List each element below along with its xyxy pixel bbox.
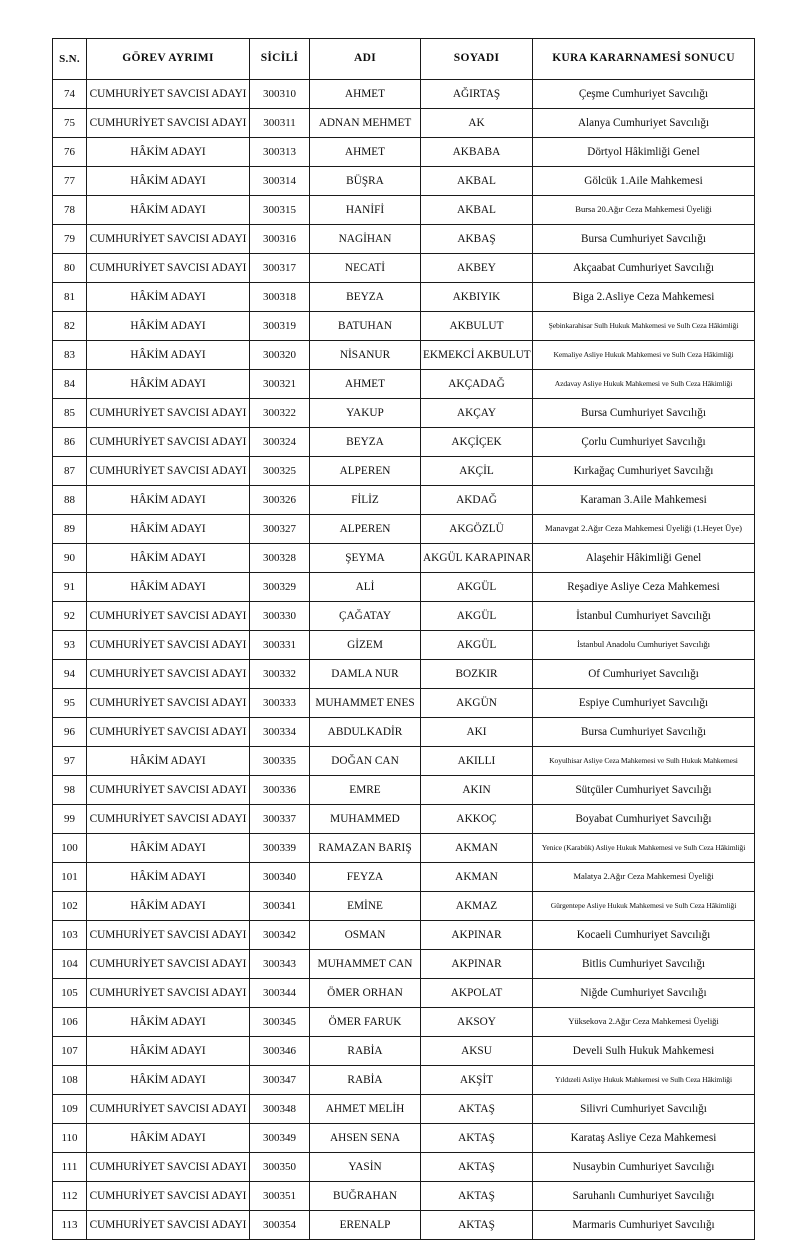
cell-adi: OSMAN	[310, 921, 421, 950]
column-header-sicil: SİCİLİ	[250, 39, 310, 80]
cell-sicil: 300341	[250, 892, 310, 921]
cell-sn: 101	[53, 863, 87, 892]
cell-adi: BUĞRAHAN	[310, 1182, 421, 1211]
table-row	[53, 834, 755, 863]
table-row	[53, 602, 755, 631]
column-header-gorev: GÖREV AYRIMI	[87, 39, 250, 80]
cell-adi: ERENALP	[310, 1211, 421, 1240]
cell-sn: 76	[53, 138, 87, 167]
cell-kura: Çeşme Cumhuriyet Savcılığı	[533, 80, 755, 109]
cell-adi: ŞEYMA	[310, 544, 421, 573]
cell-gorev: CUMHURİYET SAVCISI ADAYI	[87, 254, 250, 283]
cell-sicil: 300344	[250, 979, 310, 1008]
cell-sn: 110	[53, 1124, 87, 1153]
cell-gorev: HÂKİM ADAYI	[87, 1037, 250, 1066]
table-header-row	[53, 39, 755, 80]
cell-kura: Yıldızeli Asliye Hukuk Mahkemesi ve Sulh Ceza Hâkimliği	[533, 1066, 755, 1095]
cell-gorev: HÂKİM ADAYI	[87, 892, 250, 921]
cell-kura: Gürgentepe Asliye Hukuk Mahkemesi ve Sulh Ceza Hâkimliği	[533, 892, 755, 921]
cell-sn: 90	[53, 544, 87, 573]
table-row	[53, 254, 755, 283]
cell-soyadi: AK	[421, 109, 533, 138]
cell-sicil: 300320	[250, 341, 310, 370]
cell-sicil: 300311	[250, 109, 310, 138]
table-row	[53, 167, 755, 196]
cell-gorev: HÂKİM ADAYI	[87, 138, 250, 167]
cell-kura: Karataş Asliye Ceza Mahkemesi	[533, 1124, 755, 1153]
cell-sicil: 300340	[250, 863, 310, 892]
cell-sicil: 300328	[250, 544, 310, 573]
cell-gorev: HÂKİM ADAYI	[87, 1066, 250, 1095]
cell-soyadi: AKŞİT	[421, 1066, 533, 1095]
cell-kura: Şebinkarahisar Sulh Hukuk Mahkemesi ve Sulh Ceza Hâkimliği	[533, 312, 755, 341]
cell-gorev: CUMHURİYET SAVCISI ADAYI	[87, 805, 250, 834]
cell-kura: Koyulhisar Asliye Ceza Mahkemesi ve Sulh Hukuk Mahkemesi	[533, 747, 755, 776]
cell-soyadi: AKBEY	[421, 254, 533, 283]
cell-gorev: HÂKİM ADAYI	[87, 196, 250, 225]
table-row	[53, 1182, 755, 1211]
cell-kura: Bitlis Cumhuriyet Savcılığı	[533, 950, 755, 979]
cell-kura: Karaman 3.Aile Mahkemesi	[533, 486, 755, 515]
cell-adi: FEYZA	[310, 863, 421, 892]
table-header	[53, 39, 755, 80]
table-row	[53, 544, 755, 573]
cell-kura: Malatya 2.Ağır Ceza Mahkemesi Üyeliği	[533, 863, 755, 892]
cell-gorev: CUMHURİYET SAVCISI ADAYI	[87, 660, 250, 689]
cell-sn: 102	[53, 892, 87, 921]
cell-kura: Silivri Cumhuriyet Savcılığı	[533, 1095, 755, 1124]
cell-sicil: 300347	[250, 1066, 310, 1095]
cell-kura: Bursa Cumhuriyet Savcılığı	[533, 718, 755, 747]
cell-soyadi: BOZKIR	[421, 660, 533, 689]
cell-soyadi: AKGÜN	[421, 689, 533, 718]
cell-gorev: CUMHURİYET SAVCISI ADAYI	[87, 80, 250, 109]
cell-kura: Akçaabat Cumhuriyet Savcılığı	[533, 254, 755, 283]
cell-adi: NİSANUR	[310, 341, 421, 370]
cell-kura: Reşadiye Asliye Ceza Mahkemesi	[533, 573, 755, 602]
cell-sn: 98	[53, 776, 87, 805]
cell-soyadi: AKIN	[421, 776, 533, 805]
cell-adi: RABİA	[310, 1066, 421, 1095]
cell-soyadi: AKBIYIK	[421, 283, 533, 312]
cell-sicil: 300348	[250, 1095, 310, 1124]
cell-kura: Gölcük 1.Aile Mahkemesi	[533, 167, 755, 196]
table-row	[53, 1037, 755, 1066]
cell-sn: 85	[53, 399, 87, 428]
cell-sicil: 300350	[250, 1153, 310, 1182]
cell-kura: Biga 2.Asliye Ceza Mahkemesi	[533, 283, 755, 312]
table-row	[53, 660, 755, 689]
column-header-adi: ADI	[310, 39, 421, 80]
cell-sn: 111	[53, 1153, 87, 1182]
cell-soyadi: AKMAN	[421, 863, 533, 892]
cell-kura: Kocaeli Cumhuriyet Savcılığı	[533, 921, 755, 950]
cell-sn: 80	[53, 254, 87, 283]
cell-adi: EMİNE	[310, 892, 421, 921]
cell-kura: Marmaris Cumhuriyet Savcılığı	[533, 1211, 755, 1240]
cell-kura: Bursa 20.Ağır Ceza Mahkemesi Üyeliği	[533, 196, 755, 225]
table-row	[53, 718, 755, 747]
cell-soyadi: AKPINAR	[421, 950, 533, 979]
cell-gorev: CUMHURİYET SAVCISI ADAYI	[87, 428, 250, 457]
table-row	[53, 312, 755, 341]
cell-gorev: HÂKİM ADAYI	[87, 573, 250, 602]
table-row	[53, 1211, 755, 1240]
cell-kura: Manavgat 2.Ağır Ceza Mahkemesi Üyeliği (1.Heyet Üye)	[533, 515, 755, 544]
cell-sicil: 300351	[250, 1182, 310, 1211]
cell-sn: 109	[53, 1095, 87, 1124]
cell-kura: Bursa Cumhuriyet Savcılığı	[533, 225, 755, 254]
cell-adi: RABİA	[310, 1037, 421, 1066]
cell-gorev: CUMHURİYET SAVCISI ADAYI	[87, 109, 250, 138]
cell-sicil: 300354	[250, 1211, 310, 1240]
cell-soyadi: AKGÖZLÜ	[421, 515, 533, 544]
column-header-soyadi: SOYADI	[421, 39, 533, 80]
cell-soyadi: AKTAŞ	[421, 1182, 533, 1211]
cell-sn: 107	[53, 1037, 87, 1066]
cell-adi: MUHAMMET CAN	[310, 950, 421, 979]
cell-gorev: CUMHURİYET SAVCISI ADAYI	[87, 979, 250, 1008]
cell-sn: 103	[53, 921, 87, 950]
cell-sn: 87	[53, 457, 87, 486]
cell-gorev: CUMHURİYET SAVCISI ADAYI	[87, 689, 250, 718]
table-row	[53, 196, 755, 225]
cell-sicil: 300321	[250, 370, 310, 399]
table-row	[53, 1066, 755, 1095]
cell-sicil: 300326	[250, 486, 310, 515]
cell-soyadi: AKTAŞ	[421, 1153, 533, 1182]
cell-adi: MUHAMMED	[310, 805, 421, 834]
cell-kura: İstanbul Cumhuriyet Savcılığı	[533, 602, 755, 631]
cell-adi: ÖMER FARUK	[310, 1008, 421, 1037]
cell-kura: Çorlu Cumhuriyet Savcılığı	[533, 428, 755, 457]
cell-kura: Develi Sulh Hukuk Mahkemesi	[533, 1037, 755, 1066]
cell-adi: BÜŞRA	[310, 167, 421, 196]
cell-sn: 75	[53, 109, 87, 138]
cell-sn: 108	[53, 1066, 87, 1095]
cell-soyadi: AKÇİL	[421, 457, 533, 486]
cell-soyadi: AKGÜL	[421, 631, 533, 660]
cell-soyadi: AKKOÇ	[421, 805, 533, 834]
table-row	[53, 573, 755, 602]
cell-kura: Saruhanlı Cumhuriyet Savcılığı	[533, 1182, 755, 1211]
cell-sicil: 300318	[250, 283, 310, 312]
cell-sicil: 300337	[250, 805, 310, 834]
cell-soyadi: AKDAĞ	[421, 486, 533, 515]
cell-adi: AHMET	[310, 370, 421, 399]
table-row	[53, 515, 755, 544]
cell-sn: 105	[53, 979, 87, 1008]
cell-soyadi: AKPINAR	[421, 921, 533, 950]
cell-gorev: CUMHURİYET SAVCISI ADAYI	[87, 1095, 250, 1124]
table-row	[53, 979, 755, 1008]
cell-sn: 74	[53, 80, 87, 109]
table-row	[53, 428, 755, 457]
cell-sn: 112	[53, 1182, 87, 1211]
cell-adi: ABDULKADİR	[310, 718, 421, 747]
cell-gorev: CUMHURİYET SAVCISI ADAYI	[87, 631, 250, 660]
cell-sn: 104	[53, 950, 87, 979]
cell-sn: 89	[53, 515, 87, 544]
cell-gorev: HÂKİM ADAYI	[87, 283, 250, 312]
cell-sn: 94	[53, 660, 87, 689]
table-body	[53, 80, 755, 1240]
cell-gorev: HÂKİM ADAYI	[87, 544, 250, 573]
cell-kura: Niğde Cumhuriyet Savcılığı	[533, 979, 755, 1008]
cell-adi: ÇAĞATAY	[310, 602, 421, 631]
cell-sn: 81	[53, 283, 87, 312]
cell-soyadi: AKBAL	[421, 167, 533, 196]
cell-gorev: CUMHURİYET SAVCISI ADAYI	[87, 1211, 250, 1240]
table-row	[53, 80, 755, 109]
cell-sicil: 300324	[250, 428, 310, 457]
table-container	[52, 38, 754, 1240]
cell-adi: RAMAZAN BARIŞ	[310, 834, 421, 863]
cell-soyadi: AKÇİÇEK	[421, 428, 533, 457]
cell-soyadi: AKSOY	[421, 1008, 533, 1037]
table-row	[53, 921, 755, 950]
cell-sicil: 300333	[250, 689, 310, 718]
cell-gorev: HÂKİM ADAYI	[87, 312, 250, 341]
cell-sicil: 300336	[250, 776, 310, 805]
cell-kura: Sütçüler Cumhuriyet Savcılığı	[533, 776, 755, 805]
cell-adi: AHSEN SENA	[310, 1124, 421, 1153]
cell-sicil: 300342	[250, 921, 310, 950]
cell-soyadi: AKÇAY	[421, 399, 533, 428]
cell-adi: EMRE	[310, 776, 421, 805]
kura-results-table	[52, 38, 755, 1240]
cell-gorev: HÂKİM ADAYI	[87, 167, 250, 196]
cell-sn: 100	[53, 834, 87, 863]
cell-soyadi: AKGÜL	[421, 602, 533, 631]
table-row	[53, 631, 755, 660]
cell-sicil: 300325	[250, 457, 310, 486]
cell-adi: BATUHAN	[310, 312, 421, 341]
table-row	[53, 1008, 755, 1037]
cell-sicil: 300332	[250, 660, 310, 689]
cell-gorev: HÂKİM ADAYI	[87, 370, 250, 399]
cell-adi: MUHAMMET ENES	[310, 689, 421, 718]
cell-soyadi: AKMAZ	[421, 892, 533, 921]
cell-sn: 77	[53, 167, 87, 196]
cell-soyadi: AKGÜL	[421, 573, 533, 602]
cell-sn: 99	[53, 805, 87, 834]
table-row	[53, 399, 755, 428]
cell-gorev: CUMHURİYET SAVCISI ADAYI	[87, 457, 250, 486]
cell-soyadi: AKILLI	[421, 747, 533, 776]
cell-kura: Alaşehir Hâkimliği Genel	[533, 544, 755, 573]
cell-soyadi: EKMEKCİ AKBULUT	[421, 341, 533, 370]
cell-gorev: CUMHURİYET SAVCISI ADAYI	[87, 921, 250, 950]
cell-sn: 113	[53, 1211, 87, 1240]
cell-sn: 88	[53, 486, 87, 515]
cell-sn: 106	[53, 1008, 87, 1037]
cell-kura: Yüksekova 2.Ağır Ceza Mahkemesi Üyeliği	[533, 1008, 755, 1037]
cell-sicil: 300314	[250, 167, 310, 196]
cell-adi: YASİN	[310, 1153, 421, 1182]
cell-adi: NECATİ	[310, 254, 421, 283]
cell-soyadi: AKMAN	[421, 834, 533, 863]
cell-kura: Of Cumhuriyet Savcılığı	[533, 660, 755, 689]
cell-kura: Bursa Cumhuriyet Savcılığı	[533, 399, 755, 428]
table-row	[53, 776, 755, 805]
cell-adi: BEYZA	[310, 428, 421, 457]
cell-adi: AHMET MELİH	[310, 1095, 421, 1124]
cell-soyadi: AKSU	[421, 1037, 533, 1066]
cell-adi: ÖMER ORHAN	[310, 979, 421, 1008]
cell-kura: Dörtyol Hâkimliği Genel	[533, 138, 755, 167]
cell-sn: 91	[53, 573, 87, 602]
column-header-kura: KURA KARARNAMESİ SONUCU	[533, 39, 755, 80]
cell-soyadi: AKPOLAT	[421, 979, 533, 1008]
table-row	[53, 225, 755, 254]
cell-sn: 92	[53, 602, 87, 631]
cell-adi: ALPEREN	[310, 457, 421, 486]
table-row	[53, 370, 755, 399]
cell-soyadi: AKBULUT	[421, 312, 533, 341]
cell-gorev: CUMHURİYET SAVCISI ADAYI	[87, 950, 250, 979]
cell-sicil: 300346	[250, 1037, 310, 1066]
cell-sicil: 300330	[250, 602, 310, 631]
cell-sn: 79	[53, 225, 87, 254]
cell-sn: 97	[53, 747, 87, 776]
cell-sicil: 300313	[250, 138, 310, 167]
table-row	[53, 283, 755, 312]
cell-sn: 83	[53, 341, 87, 370]
cell-kura: Yenice (Karabük) Asliye Hukuk Mahkemesi ve Sulh Ceza Hâkimliği	[533, 834, 755, 863]
table-row	[53, 109, 755, 138]
table-row	[53, 892, 755, 921]
cell-soyadi: AKTAŞ	[421, 1124, 533, 1153]
cell-gorev: HÂKİM ADAYI	[87, 834, 250, 863]
cell-adi: DOĞAN CAN	[310, 747, 421, 776]
cell-gorev: CUMHURİYET SAVCISI ADAYI	[87, 225, 250, 254]
cell-gorev: CUMHURİYET SAVCISI ADAYI	[87, 399, 250, 428]
cell-sn: 96	[53, 718, 87, 747]
cell-adi: HANİFİ	[310, 196, 421, 225]
cell-kura: İstanbul Anadolu Cumhuriyet Savcılığı	[533, 631, 755, 660]
cell-kura: Boyabat Cumhuriyet Savcılığı	[533, 805, 755, 834]
cell-gorev: CUMHURİYET SAVCISI ADAYI	[87, 776, 250, 805]
table-row	[53, 689, 755, 718]
cell-sicil: 300331	[250, 631, 310, 660]
cell-sn: 86	[53, 428, 87, 457]
cell-gorev: HÂKİM ADAYI	[87, 486, 250, 515]
table-row	[53, 863, 755, 892]
table-row	[53, 747, 755, 776]
table-row	[53, 805, 755, 834]
table-row	[53, 341, 755, 370]
cell-adi: ALİ	[310, 573, 421, 602]
cell-sn: 82	[53, 312, 87, 341]
cell-soyadi: AKBAŞ	[421, 225, 533, 254]
cell-soyadi: AKTAŞ	[421, 1095, 533, 1124]
cell-gorev: HÂKİM ADAYI	[87, 1124, 250, 1153]
cell-kura: Espiye Cumhuriyet Savcılığı	[533, 689, 755, 718]
cell-gorev: HÂKİM ADAYI	[87, 747, 250, 776]
cell-gorev: CUMHURİYET SAVCISI ADAYI	[87, 1153, 250, 1182]
table-row	[53, 457, 755, 486]
table-row	[53, 1095, 755, 1124]
cell-soyadi: AĞIRTAŞ	[421, 80, 533, 109]
cell-adi: AHMET	[310, 80, 421, 109]
cell-sicil: 300317	[250, 254, 310, 283]
cell-adi: AHMET	[310, 138, 421, 167]
cell-sn: 93	[53, 631, 87, 660]
cell-adi: GİZEM	[310, 631, 421, 660]
table-row	[53, 1124, 755, 1153]
cell-soyadi: AKÇADAĞ	[421, 370, 533, 399]
cell-sicil: 300329	[250, 573, 310, 602]
cell-kura: Nusaybin Cumhuriyet Savcılığı	[533, 1153, 755, 1182]
cell-kura: Kırkağaç Cumhuriyet Savcılığı	[533, 457, 755, 486]
cell-soyadi: AKBABA	[421, 138, 533, 167]
cell-kura: Alanya Cumhuriyet Savcılığı	[533, 109, 755, 138]
cell-sicil: 300319	[250, 312, 310, 341]
cell-sicil: 300335	[250, 747, 310, 776]
column-header-sn: S.N.	[53, 39, 87, 80]
cell-soyadi: AKTAŞ	[421, 1211, 533, 1240]
cell-sicil: 300343	[250, 950, 310, 979]
cell-adi: ADNAN MEHMET	[310, 109, 421, 138]
cell-sicil: 300322	[250, 399, 310, 428]
cell-kura: Kemaliye Asliye Hukuk Mahkemesi ve Sulh Ceza Hâkimliği	[533, 341, 755, 370]
cell-gorev: HÂKİM ADAYI	[87, 863, 250, 892]
cell-adi: YAKUP	[310, 399, 421, 428]
cell-gorev: CUMHURİYET SAVCISI ADAYI	[87, 1182, 250, 1211]
cell-adi: DAMLA NUR	[310, 660, 421, 689]
cell-gorev: HÂKİM ADAYI	[87, 515, 250, 544]
cell-sicil: 300334	[250, 718, 310, 747]
cell-sicil: 300349	[250, 1124, 310, 1153]
cell-adi: FİLİZ	[310, 486, 421, 515]
cell-adi: ALPEREN	[310, 515, 421, 544]
cell-sn: 84	[53, 370, 87, 399]
cell-soyadi: AKGÜL KARAPINAR	[421, 544, 533, 573]
cell-sicil: 300345	[250, 1008, 310, 1037]
cell-sicil: 300316	[250, 225, 310, 254]
cell-gorev: HÂKİM ADAYI	[87, 341, 250, 370]
cell-soyadi: AKBAL	[421, 196, 533, 225]
cell-adi: BEYZA	[310, 283, 421, 312]
table-row	[53, 950, 755, 979]
cell-sicil: 300339	[250, 834, 310, 863]
table-row	[53, 138, 755, 167]
cell-adi: NAGİHAN	[310, 225, 421, 254]
cell-sicil: 300315	[250, 196, 310, 225]
table-row	[53, 486, 755, 515]
cell-kura: Azdavay Asliye Hukuk Mahkemesi ve Sulh Ceza Hâkimliği	[533, 370, 755, 399]
cell-soyadi: AKI	[421, 718, 533, 747]
cell-gorev: CUMHURİYET SAVCISI ADAYI	[87, 602, 250, 631]
cell-sicil: 300327	[250, 515, 310, 544]
cell-gorev: HÂKİM ADAYI	[87, 1008, 250, 1037]
table-row	[53, 1153, 755, 1182]
cell-sicil: 300310	[250, 80, 310, 109]
cell-sn: 95	[53, 689, 87, 718]
cell-gorev: CUMHURİYET SAVCISI ADAYI	[87, 718, 250, 747]
cell-sn: 78	[53, 196, 87, 225]
